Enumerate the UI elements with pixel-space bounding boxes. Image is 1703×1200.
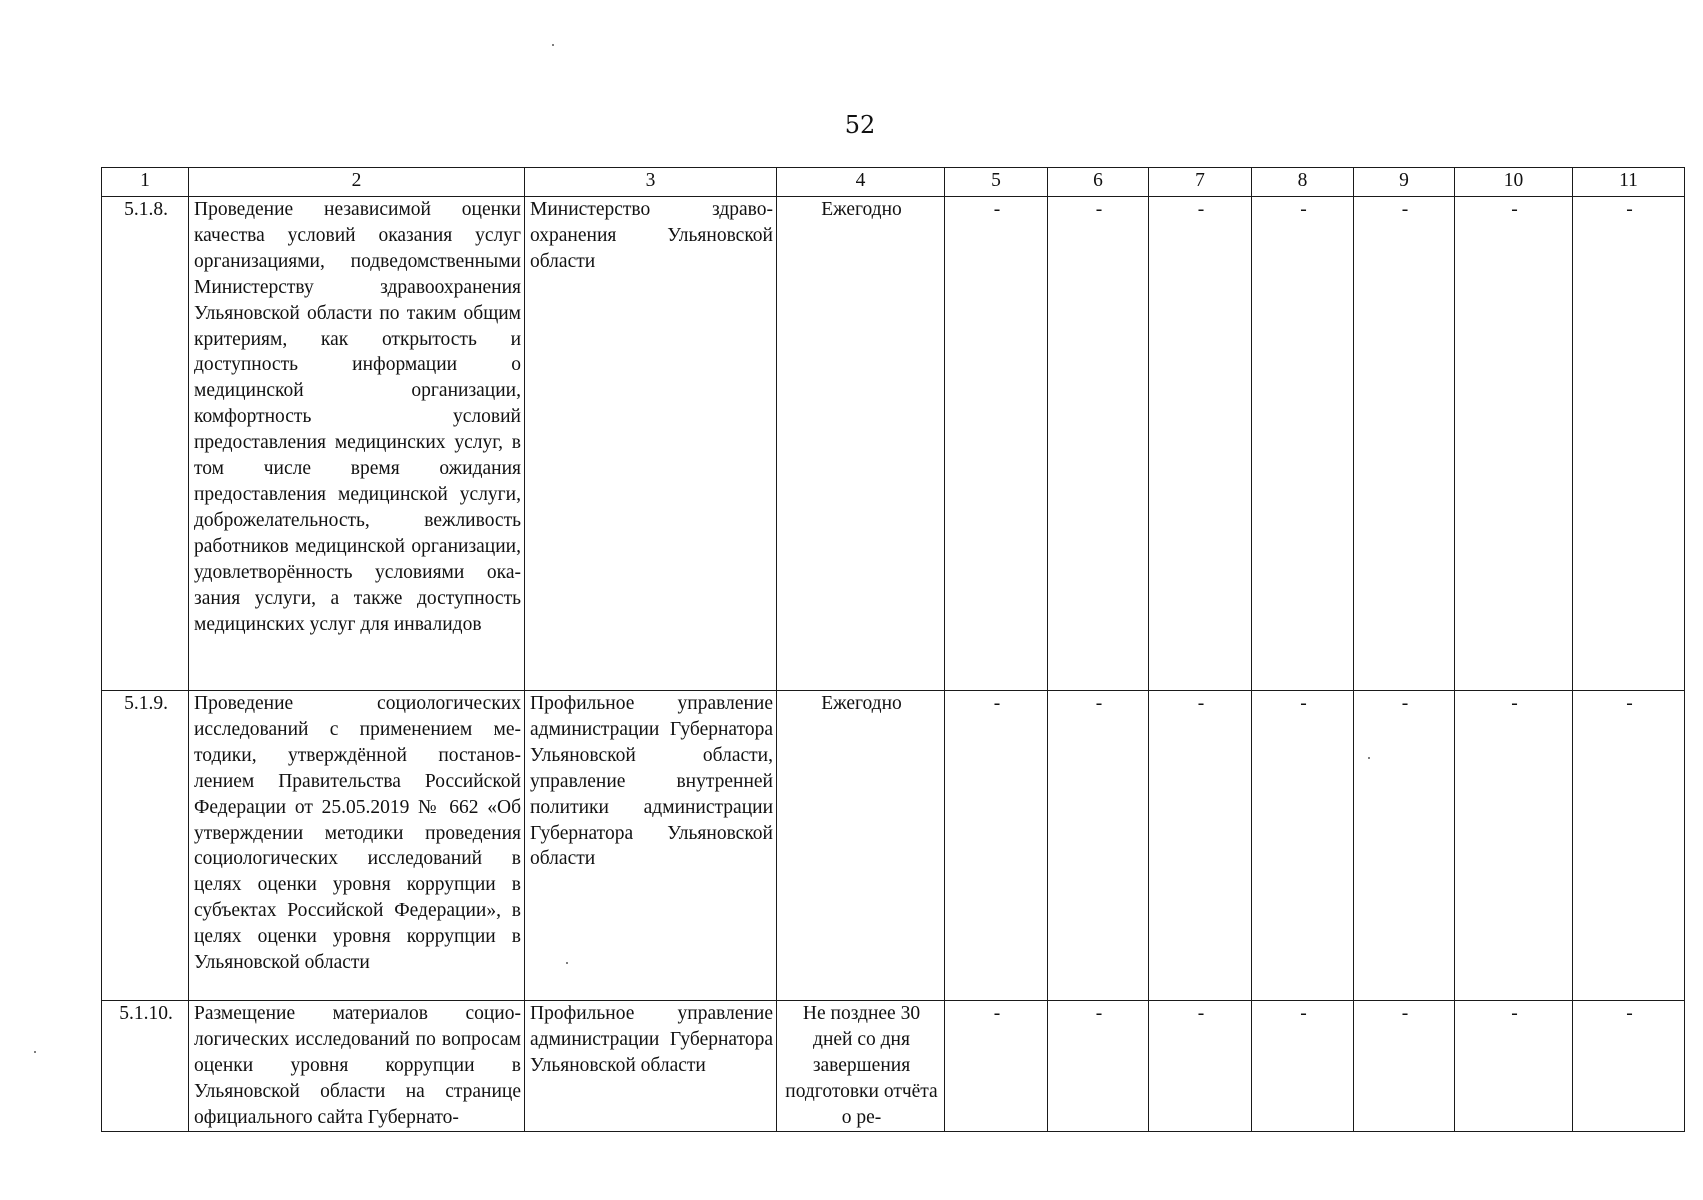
value-cell: -: [1354, 691, 1455, 1001]
value-cell: -: [1455, 1001, 1573, 1132]
value-cell: -: [1252, 691, 1354, 1001]
scan-speck: [566, 962, 568, 964]
item-number: 5.1.9.: [102, 691, 189, 1001]
header-cell: 8: [1252, 168, 1354, 197]
page-number: 52: [844, 111, 876, 139]
value-cell: -: [1048, 691, 1149, 1001]
value-cell: -: [1048, 1001, 1149, 1132]
value-cell: -: [1573, 1001, 1685, 1132]
deadline: Ежегодно: [777, 691, 945, 1001]
table-row: [102, 197, 1685, 691]
item-number: 5.1.10.: [102, 1001, 189, 1132]
value-cell: -: [945, 1001, 1048, 1132]
header-cell: 9: [1354, 168, 1455, 197]
header-cell: 5: [945, 168, 1048, 197]
action-description: Проведение независимой оценки качества условий оказания услуг организациями, подведомственными Министерству здравоохранения Ульяновской области по таким общим критериям, как открытость и доступность информации о медицинской организации, комфортность условий предоставления медицинских услуг, в том числе время ожидания предоставления медицинской услуги, доброжелательность, вежливость работников медицинской организации, удовлетворённость условиями оказания услуги, а также доступность медицинских услуг для инвалидов: [189, 197, 525, 691]
item-number: 5.1.8.: [102, 197, 189, 691]
value-cell: -: [1149, 691, 1252, 1001]
header-cell: 3: [525, 168, 777, 197]
header-cell: 6: [1048, 168, 1149, 197]
value-cell: -: [1573, 197, 1685, 691]
scan-speck: [1368, 757, 1370, 759]
executor: Министерство здравоохранения Ульяновской области: [525, 197, 777, 691]
header-cell: 7: [1149, 168, 1252, 197]
value-cell: -: [1149, 197, 1252, 691]
executor: Профильное управление администрации Губернатора Ульяновской области, управление внутренней политики администрации Губернатора Ульяновской области: [525, 691, 777, 1001]
value-cell: -: [1573, 691, 1685, 1001]
value-cell: -: [1252, 197, 1354, 691]
header-cell: 4: [777, 168, 945, 197]
table-row: [102, 1001, 1685, 1132]
measures-table: [101, 167, 1685, 1132]
action-description: Размещение материалов социологических исследований по вопросам оценки уровня коррупции в Ульяновской области на странице официального сайта Губернато-: [189, 1001, 525, 1132]
header-cell: 1: [102, 168, 189, 197]
scan-speck: [34, 1051, 36, 1053]
value-cell: -: [1455, 197, 1573, 691]
header-cell: 11: [1573, 168, 1685, 197]
table-row: [102, 691, 1685, 1001]
value-cell: -: [1252, 1001, 1354, 1132]
header-cell: 10: [1455, 168, 1573, 197]
value-cell: -: [1354, 197, 1455, 691]
deadline: Ежегодно: [777, 197, 945, 691]
value-cell: -: [1354, 1001, 1455, 1132]
header-cell: 2: [189, 168, 525, 197]
deadline: Не позднее 30 дней со дня завершения подготовки отчёта о ре-: [777, 1001, 945, 1132]
scan-speck: [552, 44, 554, 46]
value-cell: -: [1455, 691, 1573, 1001]
value-cell: -: [1048, 197, 1149, 691]
action-description: Проведение социологических исследований с применением методики, утверждённой постановлением Правительства Российской Федерации от 25.05.2019 № 662 «Об утверждении методики проведения социологических исследований в целях оценки уровня коррупции в субъектах Российской Федерации», в целях оценки уровня коррупции в Ульяновской области: [189, 691, 525, 1001]
value-cell: -: [1149, 1001, 1252, 1132]
table-header-row: [102, 168, 1685, 197]
executor: Профильное управление администрации Губернатора Ульяновской области: [525, 1001, 777, 1132]
value-cell: -: [945, 197, 1048, 691]
value-cell: -: [945, 691, 1048, 1001]
